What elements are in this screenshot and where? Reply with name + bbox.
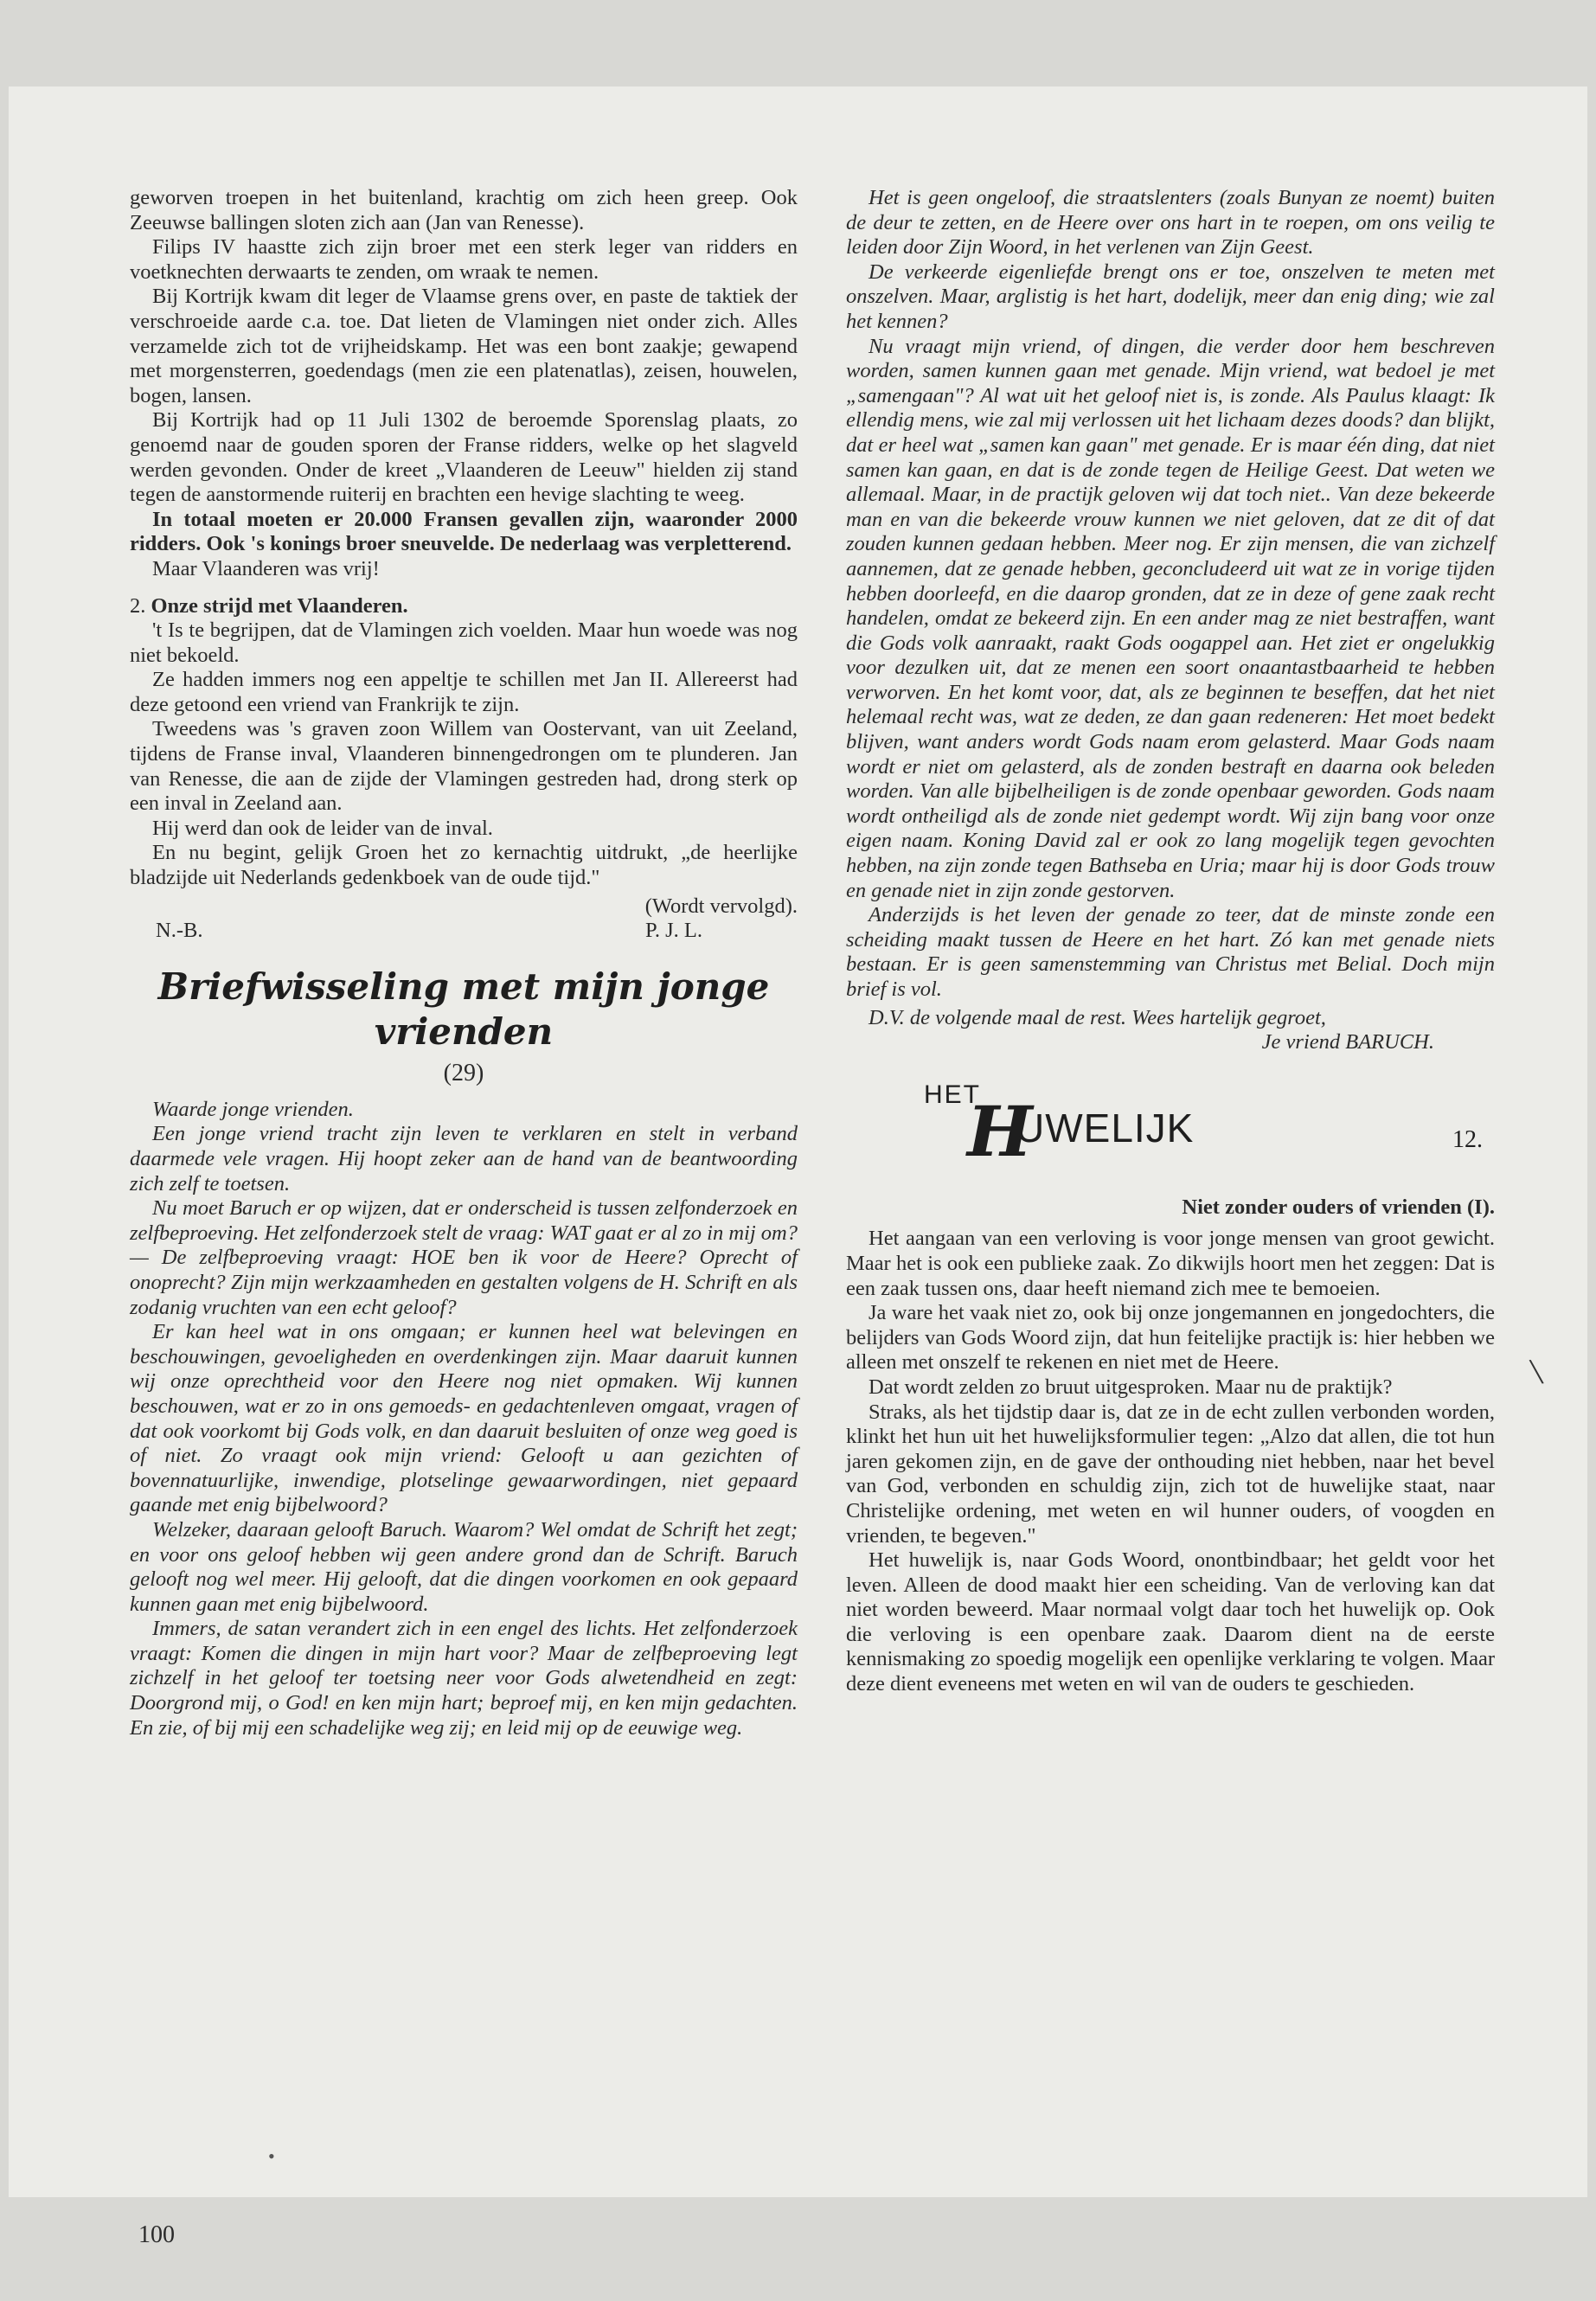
paragraph: Hij werd dan ook de leider van de inval. xyxy=(152,816,493,840)
paragraph: Anderzijds is het leven der genade zo teer, dat de minste zonde een scheiding maakt tussen de Heere en het hart. Zó kan met genade niets bestaan. Er is geen samenstemming van Christus met Belial. Doch mijn brief is vol. xyxy=(846,903,1495,1001)
section-heading-text: Onze strijd met Vlaanderen. xyxy=(151,593,408,618)
paragraph: Nu moet Baruch er op wijzen, dat er onderscheid is tussen zelfonderzoek en zelfbeproeving. Het zelfonderzoek stelt de vraag: WAT gaat er al zo in mij om? — De zelfbeproeving vraagt: HOE ben ik voor de Heere? Oprecht of onoprecht? Zijn mijn werkzaamheden en gestalten volgens de H. Schrift en als zodanig vruchten van een echt geloof? xyxy=(130,1196,798,1319)
paragraph: In totaal moeten er 20.000 Fransen gevallen zijn, waaronder 2000 ridders. Ook 's konings broer sneuvelde. De nederlaag was verpletterend. xyxy=(130,507,798,556)
paragraph: Bij Kortrijk kwam dit leger de Vlaamse grens over, en paste de taktiek der verschroeide aarde c.a. toe. Dat lieten de Vlamingen niet onder zich. Alles verzamelde zich tot de vrijheidskamp. Het was een bont zaakje; gewapend met morgensterren, goedendags (men zie een platenatlas), zeisen, houwelen, bogen, lansen. xyxy=(130,285,798,407)
marriage-article xyxy=(846,1078,1495,1697)
paragraph: Welzeker, daaraan gelooft Baruch. Waarom? Wel omdat de Schrift het zegt; en voor ons geloof hebben wij geen andere grond dan de Schrift. Baruch gelooft nog wel meer. Hij gelooft, dat die dingen voorkomen en ook gepaard kunnen gaan met enig bijbelwoord. xyxy=(130,1517,798,1616)
paragraph: 't Is te begrijpen, dat de Vlamingen zich voelden. Maar hun woede was nog niet bekoeld. xyxy=(130,619,798,667)
paragraph: Filips IV haastte zich zijn broer met een sterk leger van ridders en voetknechten derwaarts te zenden, om wraak te nemen. xyxy=(130,235,798,284)
section-number: 2. xyxy=(130,593,146,618)
section-title xyxy=(846,1078,1495,1190)
paragraph: Ja ware het vaak niet zo, ook bij onze jongemannen en jongedochters, die belijders van Gods Woord zijn, dat hun feitelijke practijk is: hier hebben we alleen met onszelf te rekenen en niet met de Heere. xyxy=(846,1301,1495,1375)
letter-salutation: Waarde jonge vrienden. xyxy=(152,1097,354,1121)
section-heading xyxy=(130,594,798,619)
title-rest: UWELIJK xyxy=(1016,1105,1195,1150)
right-column xyxy=(846,186,1495,1697)
left-column xyxy=(130,186,798,1740)
paragraph: Maar Vlaanderen was vrij! xyxy=(152,556,380,580)
history-article xyxy=(130,186,798,944)
section-number: 12. xyxy=(1452,1125,1483,1153)
signature-left: N.-B. xyxy=(156,919,203,943)
title-het: HET xyxy=(924,1080,981,1109)
paragraph: Immers, de satan verandert zich in een engel des lichts. Het zelfonderzoek vraagt: Komen die dingen in mijn hart voor? Maar de zelfbeproeving legt zichzelf in het geloof ter toetsing neer voor Gods alwetendheid en zegt: Doorgrond mij, o God! en ken mijn hart; beproef mij, en ken mijn gedachten. En zie, of bij mij een schadelijke weg zij; en leid mij op de eeuwige weg. xyxy=(130,1617,798,1740)
paragraph: Straks, als het tijdstip daar is, dat ze in de echt zullen verbonden worden, klinkt het hun uit het huwelijksformulier tegen: „Alzo dat allen, die tot hun jaren gekomen zijn, en de gave der onthouding niet hebben, naar het bevel van God, verbonden en schuldig zijn, zich tot de huwelijke staat, naar Christelijke ordening, met weten en wil hunner ouders, of voogden en vrienden, te begeven." xyxy=(846,1400,1495,1548)
paragraph: Ze hadden immers nog een appeltje te schillen met Jan II. Allereerst had deze getoond een vriend van Frankrijk te zijn. xyxy=(130,668,798,716)
title-initial: H xyxy=(967,1090,1033,1172)
paragraph: geworven troepen in het buitenland, krachtig om zich heen greep. Ook Zeeuwse ballingen sloten zich aan (Jan van Renesse). xyxy=(130,186,798,234)
article-signature xyxy=(130,919,798,944)
subheading: Niet zonder ouders of vrienden (I). xyxy=(1182,1195,1495,1219)
letter-title: Briefwisseling met mijn jonge vrienden xyxy=(157,965,770,1053)
print-speck: • xyxy=(268,2145,275,2167)
paragraph: Een jonge vriend tracht zijn leven te verklaren en stelt in verband daarmede vele vragen. Hij hoopt zeker aan de hand van de beantwoording zich zelf te toetsen. xyxy=(130,1122,798,1195)
letter-closing: D.V. de volgende maal de rest. Wees hartelijk gegroet, xyxy=(869,1005,1326,1029)
letter-article xyxy=(130,965,798,1740)
paragraph: Het is geen ongeloof, die straatslenters (zoals Bunyan ze noemt) buiten de deur te zetten, en de Heere over ons hart in te roepen, om ons veilig te leiden door Zijn Woord, in het verlenen van Zijn Geest. xyxy=(846,186,1495,260)
paragraph: Nu vraagt mijn vriend, of dingen, die verder door hem beschreven worden, samen kunnen gaan met genade. Mijn vriend, wat bedoel je met „samengaan"? Al wat uit het geloof niet is, is zonde. Als Paulus klaagt: Ik ellendig mens, wie zal mij verlossen uit het lichaam dezes doods? dan blijkt, dat er heel wat „samen kan gaan" met genade. Er is maar één ding, dat niet samen kan gaan, en dat is de zonde tegen de Heilige Geest. Dat weten we allemaal. Maar, in de practijk geloven wij dat toch niet.. Van deze bekeerde man en van die bekeerde vrouw kunnen we niet geloven, dat ze dit of dat zouden kunnen gedaan hebben. Meer nog. Er zijn mensen, die van zichzelf aannemen, dat ze genade hebben, geconcludeerd uit wat ze in vorige tijden hebben doorleefd, en die daarop gronden, dat ze in deze of gene zaak recht handelen, omdat ze bekeerd zijn. En een ander mag ze niet bestraffen, want die Gods volk aanraakt, raakt Gods oogappel aan. Het ziet er ongelukkig voor dezulken uit, dat ze menen een soort onaantastbaarheid te hebben verworven. En het komt voor, dat, als ze beginnen te beseffen, dat het niet helemaal recht was, wat ze deden, ze dan gaan redeneren: Het moet bedekt blijven, want anders wordt Gods naam erom gelasterd. Maar Gods naam wordt er niet om gelasterd, als de zonden bestraft en daarna ook beleden worden. Van alle bijbelheiligen is de zonde openbaar geworden. Gods naam wordt ontheiligd als de zonde niet gedempt wordt. Wij zijn bang voor onze eigen naam. Koning David zal er ook zo lang mogelijk tegen gevochten hebben, na zijn zonde tegen Bathseba en Uria; maar hij is door Gods trouw en genade niet in zijn zonde gestorven. xyxy=(846,334,1495,902)
letter-continuation xyxy=(846,186,1495,1055)
paragraph: Er kan heel wat in ons omgaan; er kunnen heel wat belevingen en beschouwingen, gevoeligheden en overdenkingen zijn. Maar daaruit kunnen wij onze oprechtheid voor den Heere nog niet opmaken. Wij kunnen beschouwen, wat er zo in ons gemoeds- en gedachtenleven omgaat, vragen of dat ook voorkomt bij Gods volk, en dan daaruit besluiten of onze weg goed is of niet. Zo vraagt ook mijn vriend: Gelooft u aan gezichten of bovennatuurlijke, inwendige, plotselinge gewaarwordingen, niet gepaard gaande met enig bijbelwoord? xyxy=(130,1320,798,1517)
print-mark: \ xyxy=(1527,1349,1546,1394)
document-page xyxy=(9,87,1587,2248)
paragraph: Bij Kortrijk had op 11 Juli 1302 de beroemde Sporenslag plaats, zo genoemd naar de gouden sporen der Franse ridders, welke op het slagveld werden gevonden. Onder de kreet „Vlaanderen de Leeuw" hielden zij stand tegen de aanstormende ruiterij en brachten een hevige slachting te weeg. xyxy=(130,408,798,507)
continued-note: (Wordt vervolgd). xyxy=(644,894,798,918)
paragraph: De verkeerde eigenliefde brengt ons er toe, onszelven te meten met onszelven. Maar, arglistig is het hart, dodelijk, meer dan enig ding; wie zal het kennen? xyxy=(846,260,1495,333)
signature-right: P. J. L. xyxy=(644,919,702,943)
page-number: 100 xyxy=(138,2221,175,2248)
paragraph: Het huwelijk is, naar Gods Woord, onontbindbaar; het geldt voor het leven. Alleen de dood maakt hier een scheiding. Van de verloving kan dat niet worden beweerd. Maar normaal volgt daar toch het huwelijk op. Ook die verloving is een openbare zaak. Daarom dient na de eerste kennismaking zo spoedig mogelijk een openlijke verklaring te volgen. Maar deze dient eveneens met weten en wil van de ouders te geschieden. xyxy=(846,1548,1495,1696)
letter-signature: Je vriend BARUCH. xyxy=(1261,1030,1434,1054)
letter-number: (29) xyxy=(443,1059,484,1086)
paragraph: Tweedens was 's graven zoon Willem van Oostervant, van uit Zeeland, tijdens de Franse inval, Vlaanderen binnengedrongen om te plunderen. Jan van Renesse, die aan de zijde der Vlamingen gestreden had, drong sterk op een inval in Zeeland aan. xyxy=(130,717,798,816)
paragraph: En nu begint, gelijk Groen het zo kernachtig uitdrukt, „de heerlijke bladzijde uit Nederlands gedenkboek van de oude tijd." xyxy=(130,841,798,890)
paragraph: Dat wordt zelden zo bruut uitgesproken. Maar nu de praktijk? xyxy=(869,1375,1393,1399)
paragraph: Het aangaan van een verloving is voor jonge mensen van groot gewicht. Maar het is ook een publieke zaak. Zo dikwijls hoort men het zeggen: Dat is een zaak tussen ons, daar heeft niemand zich mee te bemoeien. xyxy=(846,1227,1495,1300)
